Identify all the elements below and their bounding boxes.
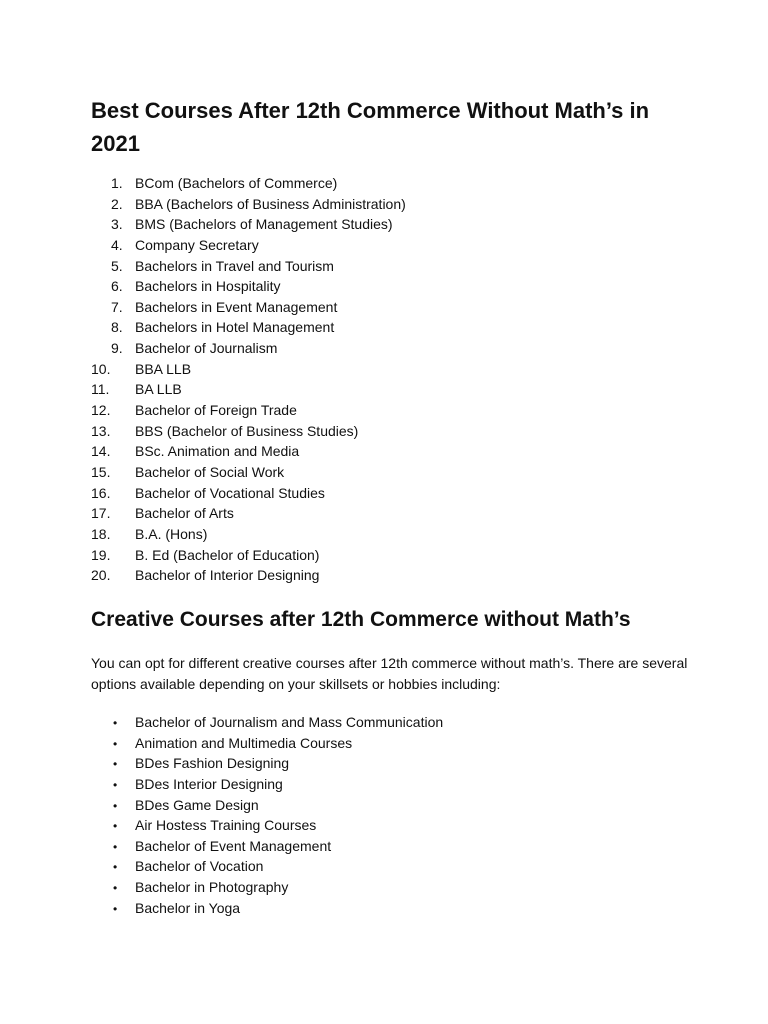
list-number: 3.	[111, 216, 123, 233]
list-item	[91, 856, 443, 877]
list-item	[91, 441, 406, 462]
list-item-text: Bachelor in Yoga	[135, 899, 241, 916]
list-item-text: Bachelor of Social Work	[135, 463, 285, 480]
list-number: 4.	[111, 236, 123, 253]
section-heading: Creative Courses after 12th Commerce without Math’s	[91, 608, 631, 631]
list-item	[91, 276, 406, 297]
list-item-text: Bachelor of Journalism and Mass Communication	[135, 714, 444, 730]
list-number: 12.	[91, 402, 111, 419]
list-number: 11.	[91, 381, 110, 398]
list-item-text: Bachelors in Hospitality	[135, 278, 281, 295]
list-item-text: BBS (Bachelor of Business Studies)	[135, 422, 359, 439]
bullet-icon: •	[113, 757, 118, 772]
list-item-text: Bachelor of Event Management	[135, 837, 332, 854]
list-item-text: BDes Game Design	[135, 796, 259, 813]
creative-courses-bullet-list	[91, 712, 443, 918]
list-item	[91, 545, 406, 566]
list-item	[91, 462, 406, 483]
list-item-text: BDes Fashion Designing	[135, 755, 290, 772]
list-item	[91, 877, 443, 898]
list-item-text: BA LLB	[135, 381, 182, 398]
list-item	[91, 483, 406, 504]
list-item	[91, 400, 406, 421]
page-title: Best Courses After 12th Commerce Without Math’s in 2021	[91, 98, 650, 156]
list-item	[91, 421, 406, 442]
list-number: 14.	[91, 443, 111, 460]
list-number: 8.	[111, 319, 123, 336]
list-item-text: BDes Interior Designing	[135, 775, 283, 792]
list-item-text: BCom (Bachelors of Commerce)	[135, 175, 338, 191]
list-item	[91, 214, 406, 235]
list-item	[91, 836, 443, 857]
list-item-text: BSc. Animation and Media	[135, 443, 300, 460]
list-item-text: BBA LLB	[135, 360, 192, 377]
list-number: 15.	[91, 463, 111, 480]
list-item-text: Animation and Multimedia Courses	[135, 734, 353, 751]
list-item-text: B. Ed (Bachelor of Education)	[135, 546, 320, 563]
list-item-text: Bachelors in Travel and Tourism	[135, 257, 334, 274]
list-item	[91, 173, 406, 194]
list-item-text: Bachelor in Photography	[135, 879, 289, 896]
list-item	[91, 898, 443, 919]
list-item	[91, 503, 406, 524]
list-number: 20.	[91, 567, 111, 584]
list-item	[91, 712, 443, 733]
list-number: 13.	[91, 422, 111, 439]
bullet-icon: •	[113, 839, 118, 854]
list-number: 17.	[91, 505, 111, 522]
list-item-text: Bachelor of Vocational Studies	[135, 484, 325, 501]
list-item	[91, 256, 406, 277]
bullet-icon: •	[113, 716, 118, 730]
list-item-text: Bachelor of Foreign Trade	[135, 402, 297, 419]
list-item	[91, 297, 406, 318]
list-item	[91, 795, 443, 816]
bullet-icon: •	[113, 881, 118, 896]
list-number: 2.	[111, 195, 123, 212]
bullet-icon: •	[113, 860, 118, 875]
courses-ordered-list	[91, 173, 406, 586]
list-item-text: Company Secretary	[135, 236, 259, 253]
list-item-text: BMS (Bachelors of Management Studies)	[135, 216, 393, 233]
list-item-text: Bachelors in Hotel Management	[135, 319, 335, 336]
list-item-text: Bachelor of Journalism	[135, 340, 278, 357]
list-item	[91, 194, 406, 215]
bullet-icon: •	[113, 798, 118, 813]
list-item	[91, 733, 443, 754]
list-item-text: Bachelor of Interior Designing	[135, 567, 320, 584]
list-item	[91, 565, 406, 586]
list-item-text: Air Hostess Training Courses	[135, 817, 317, 834]
list-item	[91, 774, 443, 795]
bullet-icon: •	[113, 819, 118, 834]
bullet-icon: •	[113, 736, 118, 751]
list-item	[91, 317, 406, 338]
bullet-icon: •	[113, 777, 118, 792]
list-item-text: Bachelors in Event Management	[135, 298, 338, 315]
list-item	[91, 235, 406, 256]
list-number: 5.	[111, 257, 123, 274]
list-number: 18.	[91, 525, 111, 542]
intro-paragraph: You can opt for different creative courses after 12th commerce without math’s. There are several options available depending on your skillsets or hobbies including:	[91, 655, 688, 692]
list-number: 16.	[91, 484, 111, 501]
list-number: 10.	[91, 360, 111, 377]
bullet-icon: •	[113, 901, 118, 916]
list-item	[91, 359, 406, 380]
list-number: 9.	[111, 340, 123, 357]
list-number: 6.	[111, 278, 123, 295]
list-item-text: BBA (Bachelors of Business Administration)	[135, 195, 406, 212]
list-item	[91, 753, 443, 774]
list-number: 19.	[91, 546, 111, 563]
list-item	[91, 379, 406, 400]
list-item-text: Bachelor of Arts	[135, 505, 234, 522]
list-item-text: B.A. (Hons)	[135, 525, 208, 542]
list-item	[91, 338, 406, 359]
list-item	[91, 815, 443, 836]
list-number: 1.	[111, 175, 123, 191]
list-item	[91, 524, 406, 545]
list-item-text: Bachelor of Vocation	[135, 858, 264, 875]
list-number: 7.	[111, 298, 123, 315]
